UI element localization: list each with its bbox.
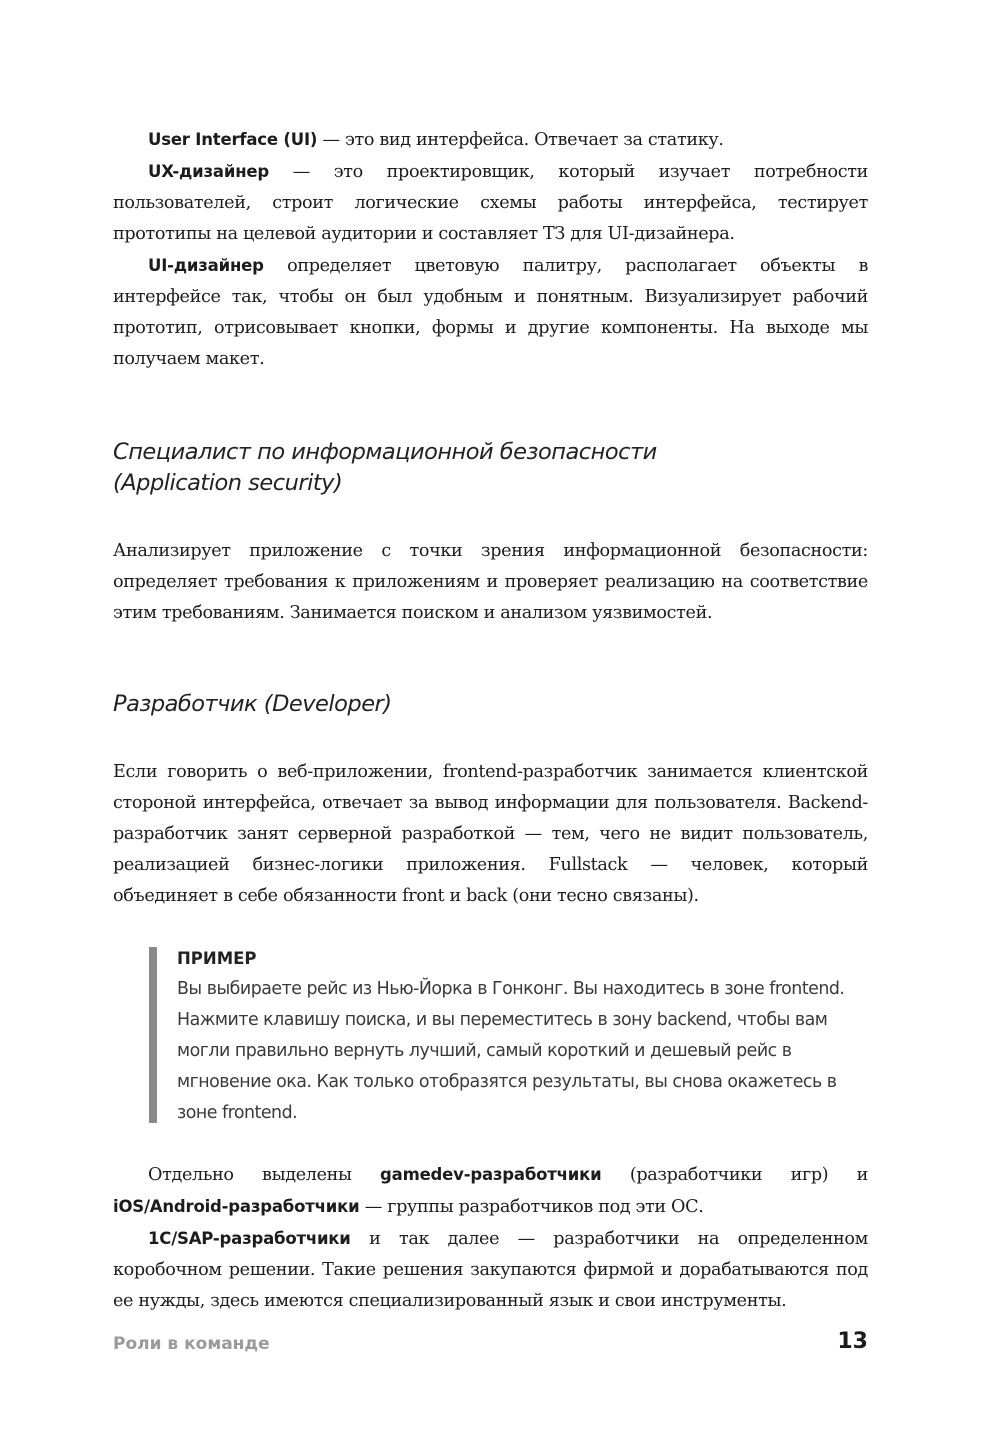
- example-title: ПРИМЕР: [177, 949, 257, 968]
- paragraph-ui: [113, 124, 868, 156]
- term-ux-designer: UX-дизайнер: [148, 162, 269, 181]
- paragraph-ux-designer: [113, 156, 868, 250]
- paragraph-security: Анализирует приложение с точки зрения информационной безопасности: определяет требования к приложениям и проверяет реализацию на соответствие этим требованиям. Занимается поиском и анализом уязвимостей.: [113, 541, 868, 623]
- paragraph-ui-text: — это вид интерфейса. Отвечает за статику.: [317, 130, 724, 150]
- example-bar: [149, 947, 157, 1123]
- heading-security: Специалист по информационной безопасности (Application security): [113, 439, 657, 496]
- example-box: [149, 943, 868, 1129]
- page-footer: [113, 1326, 868, 1362]
- term-ui: User Interface (UI): [148, 130, 318, 149]
- paragraph-ui-designer: [113, 250, 868, 375]
- term-1c-sap: 1С/SAP-разработчики: [148, 1229, 351, 1248]
- paragraph-developer: Если говорить о веб-приложении, frontend-разработчик занимается клиентской стороной интерфейса, отвечает за вывод информации для пользователя. Backend-разработчик занят серверной разработкой — тем, чего не видит пользователь, реализацией бизнес-логики приложения. Fullstack — человек, который объединяет в себе обязанности front и back (они тесно связаны).: [113, 762, 868, 906]
- term-ui-designer: UI-дизайнер: [148, 256, 264, 275]
- heading-developer: Разработчик (Developer): [113, 691, 392, 717]
- example-text: Вы выбираете рейс из Нью-Йорка в Гонконг. Вы находитесь в зоне frontend. Нажмите клавишу поиска, и вы переместитесь в зону backend, чтобы вам могли правильно вернуть лучший, самый короткий и дешевый рейс в мгновение ока. Как только отобразятся результаты, вы снова окажетесь в зоне frontend.: [177, 979, 845, 1123]
- paragraph-1c-sap: [113, 1223, 868, 1317]
- paragraph-gamedev-rest: — группы разработчиков под эти ОС.: [359, 1197, 704, 1217]
- paragraph-gamedev: [113, 1159, 868, 1223]
- paragraph-ui-designer-text: определяет цветовую палитру, располагает объекты в интерфейсе так, чтобы он был удобным и понятным. Визуализирует рабочий прототип, отрисовывает кнопки, формы и другие компоненты. На выходе мы получаем макет.: [113, 256, 868, 369]
- term-gamedev: gamedev-разработчики: [380, 1165, 602, 1184]
- paragraph-ux-designer-text: — это проектировщик, который изучает потребности пользователей, строит логические схемы работы интерфейса, тестирует прототипы на целевой аудитории и составляет ТЗ для UI-дизайнера.: [113, 162, 868, 244]
- footer-section-title: Роли в команде: [113, 1334, 270, 1354]
- page-number: 13: [837, 1329, 868, 1354]
- term-mobile: iOS/Android-разработчики: [113, 1197, 360, 1216]
- paragraph-gamedev-lead: Отдельно выделены: [148, 1165, 381, 1185]
- paragraph-gamedev-mid: (разработчики игр) и: [601, 1165, 868, 1185]
- page-content: [113, 124, 868, 1317]
- paragraph-1c-sap-text: и так далее — разработчики на определенном коробочном решении. Такие решения закупаются фирмой и дорабатываются под ее нужды, здесь имеются специализированный язык и свои инструменты.: [113, 1229, 868, 1311]
